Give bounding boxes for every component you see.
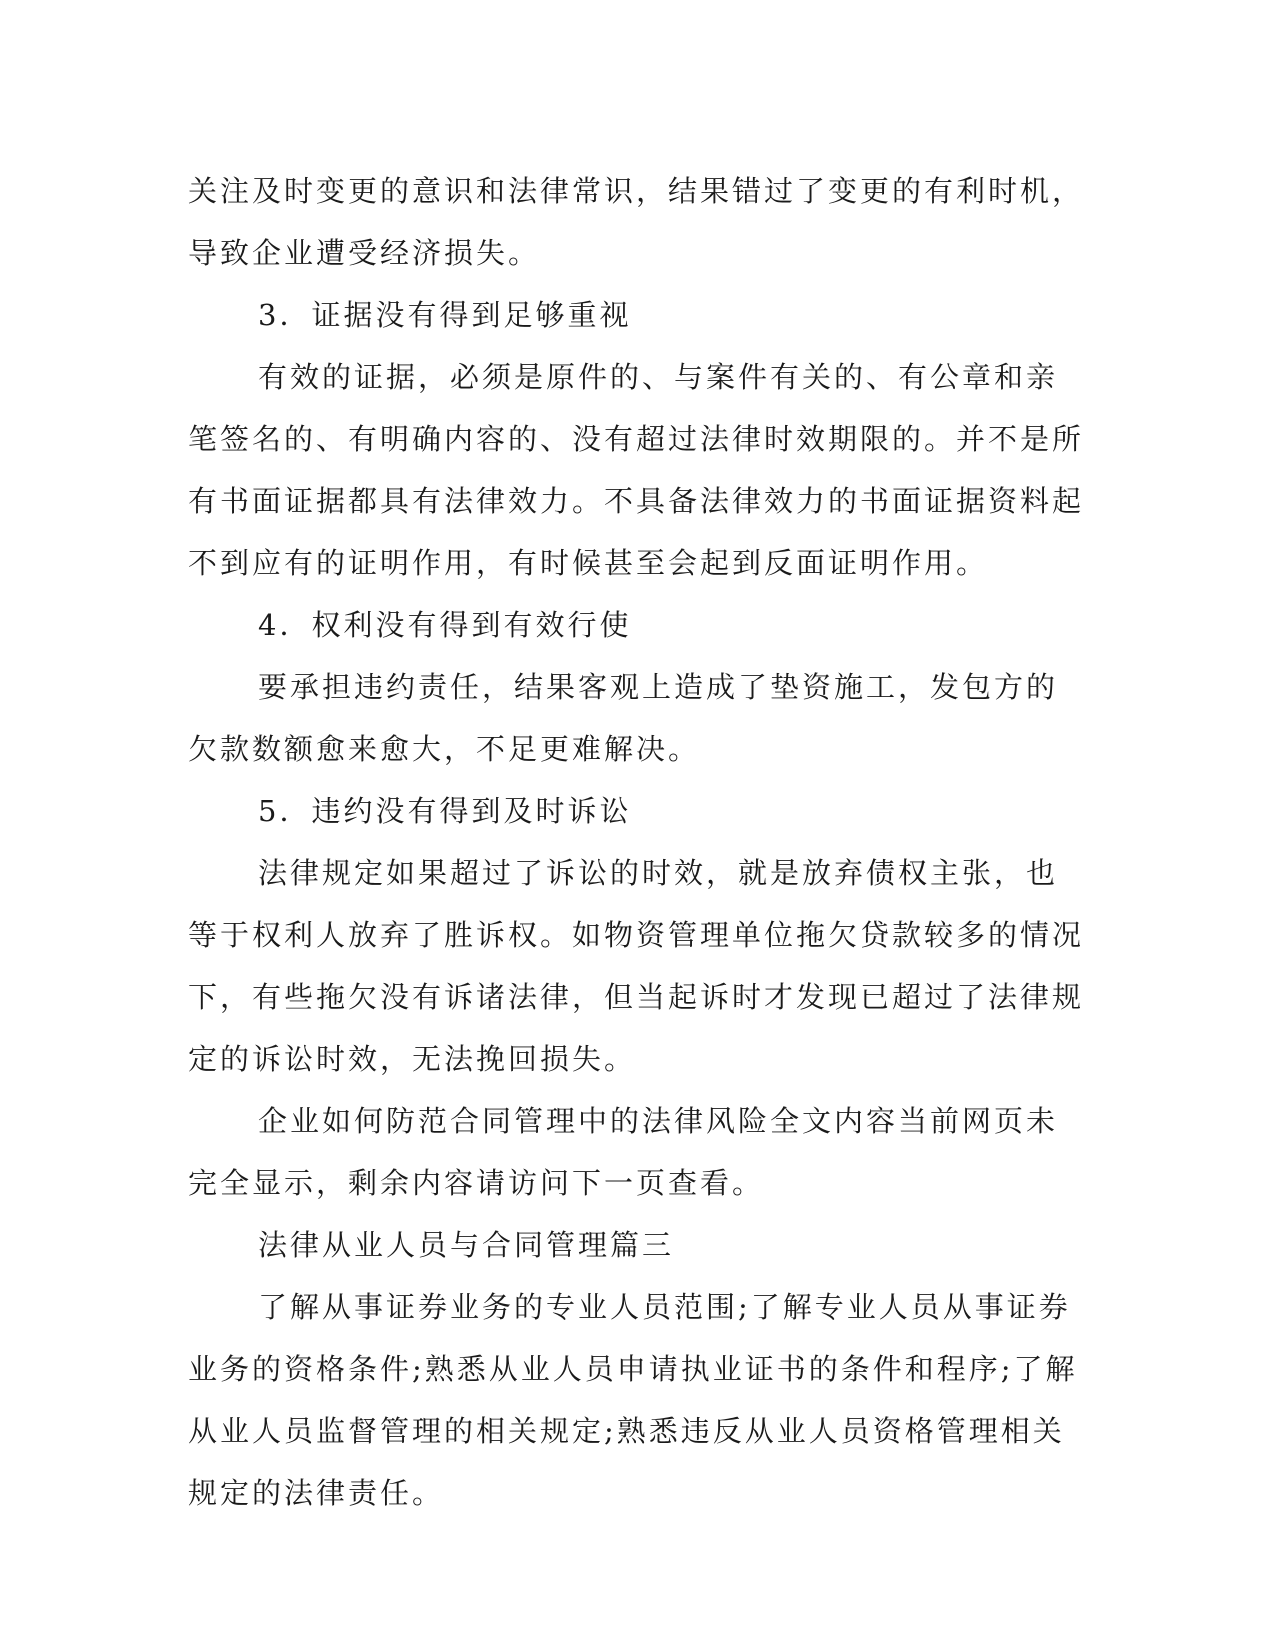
- section-heading-3: 3．证据没有得到足够重视: [258, 298, 632, 332]
- article-title: 法律从业人员与合同管理篇三: [258, 1228, 675, 1262]
- paragraph-4: 法律规定如果超过了诉讼的时效，就是放弃债权主张，也等于权利人放弃了胜诉权。如物资管理单位拖欠贷款较多的情况下，有些拖欠没有诉诸法律，但当起诉时才发现已超过了法律规定的诉讼时效，无法挽回损失。: [188, 856, 1085, 1076]
- paragraph-1: 关注及时变更的意识和法律常识，结果错过了变更的有利时机，导致企业遭受经济损失。: [188, 174, 1085, 270]
- paragraph-5: 企业如何防范合同管理中的法律风险全文内容当前网页未完全显示，剩余内容请访问下一页查看。: [188, 1104, 1059, 1200]
- paragraph-3: 要承担违约责任，结果客观上造成了垫资施工，发包方的欠款数额愈来愈大，不足更难解决。: [188, 670, 1059, 766]
- paragraph-2: 有效的证据，必须是原件的、与案件有关的、有公章和亲笔签名的、有明确内容的、没有超过法律时效期限的。并不是所有书面证据都具有法律效力。不具备法律效力的书面证据资料起不到应有的证明作用，有时候甚至会起到反面证明作用。: [188, 360, 1085, 580]
- section-heading-4: 4．权利没有得到有效行使: [258, 608, 632, 642]
- document-body: [188, 160, 1088, 1524]
- section-heading-5: 5．违约没有得到及时诉讼: [258, 794, 632, 828]
- paragraph-6: 了解从事证券业务的专业人员范围;了解专业人员从事证券业务的资格条件;熟悉从业人员申请执业证书的条件和程序;了解从业人员监督管理的相关规定;熟悉违反从业人员资格管理相关规定的法律责任。: [188, 1290, 1078, 1510]
